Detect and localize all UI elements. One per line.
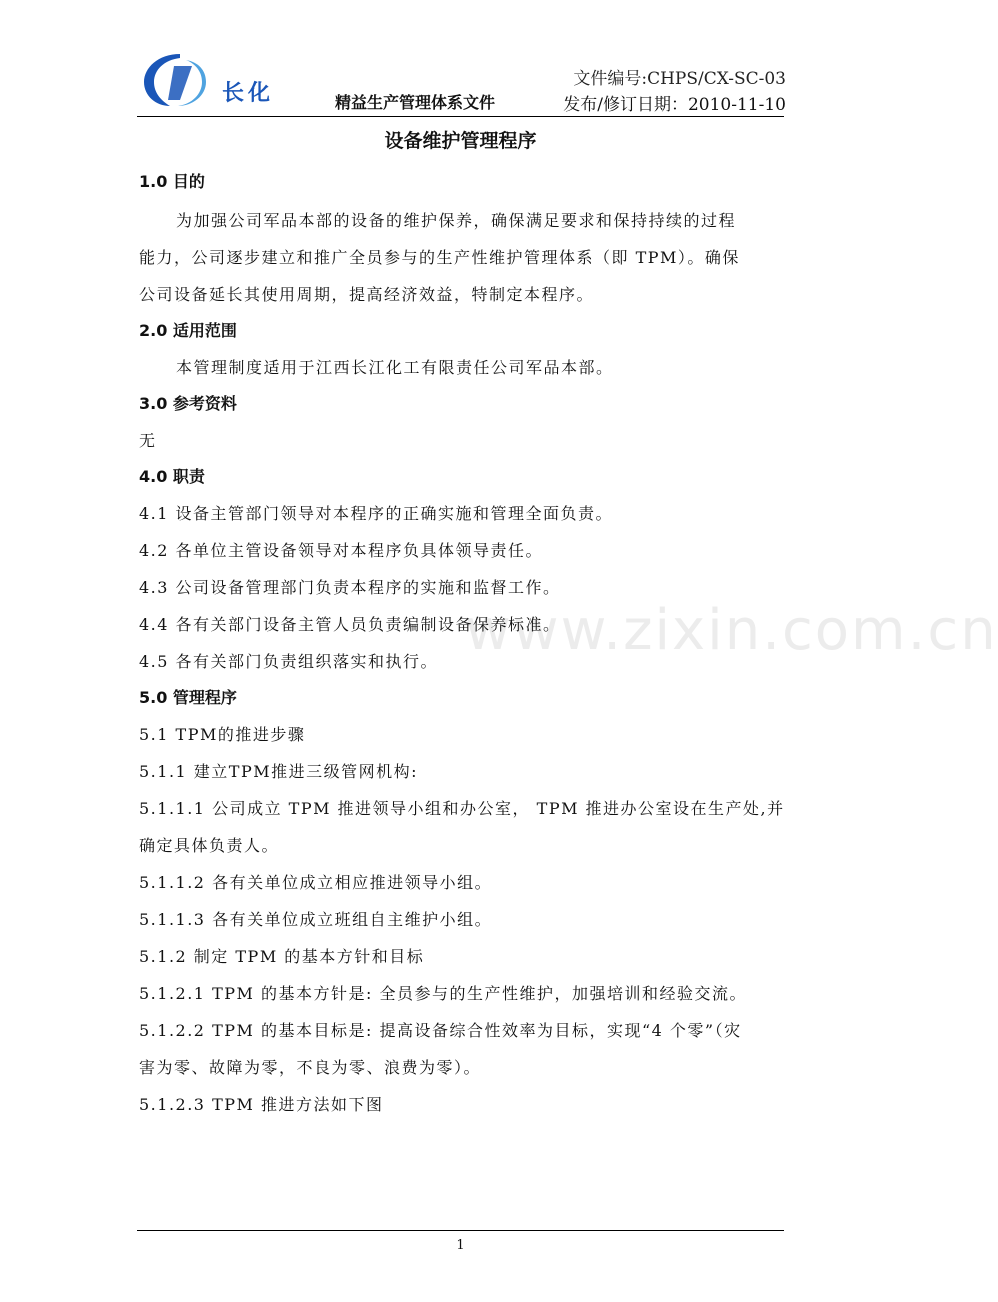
document-body: [139, 172, 785, 1123]
list-item: 4.1 设备主管部门领导对本程序的正确实施和管理全面负责。: [139, 504, 614, 523]
list-item: 害为零、故障为零，不良为零、浪费为零）。: [139, 1058, 482, 1077]
paragraph-line: 无: [139, 431, 157, 450]
revision-date: 发布/修订日期：2010-11-10: [563, 95, 786, 115]
list-item: 确定具体负责人。: [139, 836, 280, 855]
list-item: 5.1 TPM的推进步骤: [139, 725, 306, 744]
page-number: 1: [456, 1238, 465, 1253]
list-item: 5.1.2.2 TPM 的基本目标是: 提高设备综合性效率为目标，实现“4 个零”（灾: [139, 1021, 742, 1040]
list-item: 5.1.1.2 各有关单位成立相应推进领导小组。: [139, 873, 493, 892]
list-item: 4.5 各有关部门负责组织落实和执行。: [139, 652, 439, 671]
file-number: 文件编号:CHPS/CX-SC-03: [573, 69, 786, 89]
list-item: 5.1.1 建立TPM推进三级管网机构:: [139, 762, 419, 781]
section-heading: 4.0 职责: [139, 467, 205, 486]
list-item: 5.1.1.1 公司成立 TPM 推进领导小组和办公室， TPM 推进办公室设在生产处,并: [139, 799, 785, 818]
list-item: 5.1.2 制定 TPM 的基本方针和目标: [139, 947, 425, 966]
header-bottom-row: [335, 90, 786, 115]
company-logo: [140, 50, 290, 108]
logo-swoosh-icon: [140, 50, 220, 108]
footer-divider: [137, 1230, 784, 1231]
watermark: www.zixin.com.cn: [465, 598, 998, 663]
paragraph-line: 本管理制度适用于江西长江化工有限责任公司军品本部。: [176, 358, 614, 377]
list-item: 5.1.2.1 TPM 的基本方针是: 全员参与的生产性维护，加强培训和经验交流。: [139, 984, 747, 1003]
logo-text: 长化: [222, 81, 275, 106]
system-title: 精益生产管理体系文件: [335, 93, 496, 112]
list-item: 4.2 各单位主管设备领导对本程序负具体领导责任。: [139, 541, 544, 560]
list-item: 4.4 各有关部门设备主管人员负责编制设备保养标准。: [139, 615, 561, 634]
list-item: 5.1.2.3 TPM 推进方法如下图: [139, 1095, 384, 1114]
header-file-info: [470, 64, 786, 89]
paragraph-line: 为加强公司军品本部的设备的维护保养，确保满足要求和保持持续的过程: [176, 211, 737, 230]
paragraph-line: 公司设备延长其使用周期，提高经济效益，特制定本程序。: [139, 285, 595, 304]
section-heading: 5.0 管理程序: [139, 688, 237, 707]
list-item: 4.3 公司设备管理部门负责本程序的实施和监督工作。: [139, 578, 561, 597]
section-heading: 3.0 参考资料: [139, 394, 237, 413]
header-divider: [137, 116, 784, 117]
paragraph-line: 能力，公司逐步建立和推广全员参与的生产性维护管理体系（即 TPM）。确保: [139, 248, 740, 267]
list-item: 5.1.1.3 各有关单位成立班组自主维护小组。: [139, 910, 493, 929]
document-title: 设备维护管理程序: [384, 130, 537, 152]
section-heading: 1.0 目的: [139, 172, 205, 191]
section-heading: 2.0 适用范围: [139, 321, 237, 340]
